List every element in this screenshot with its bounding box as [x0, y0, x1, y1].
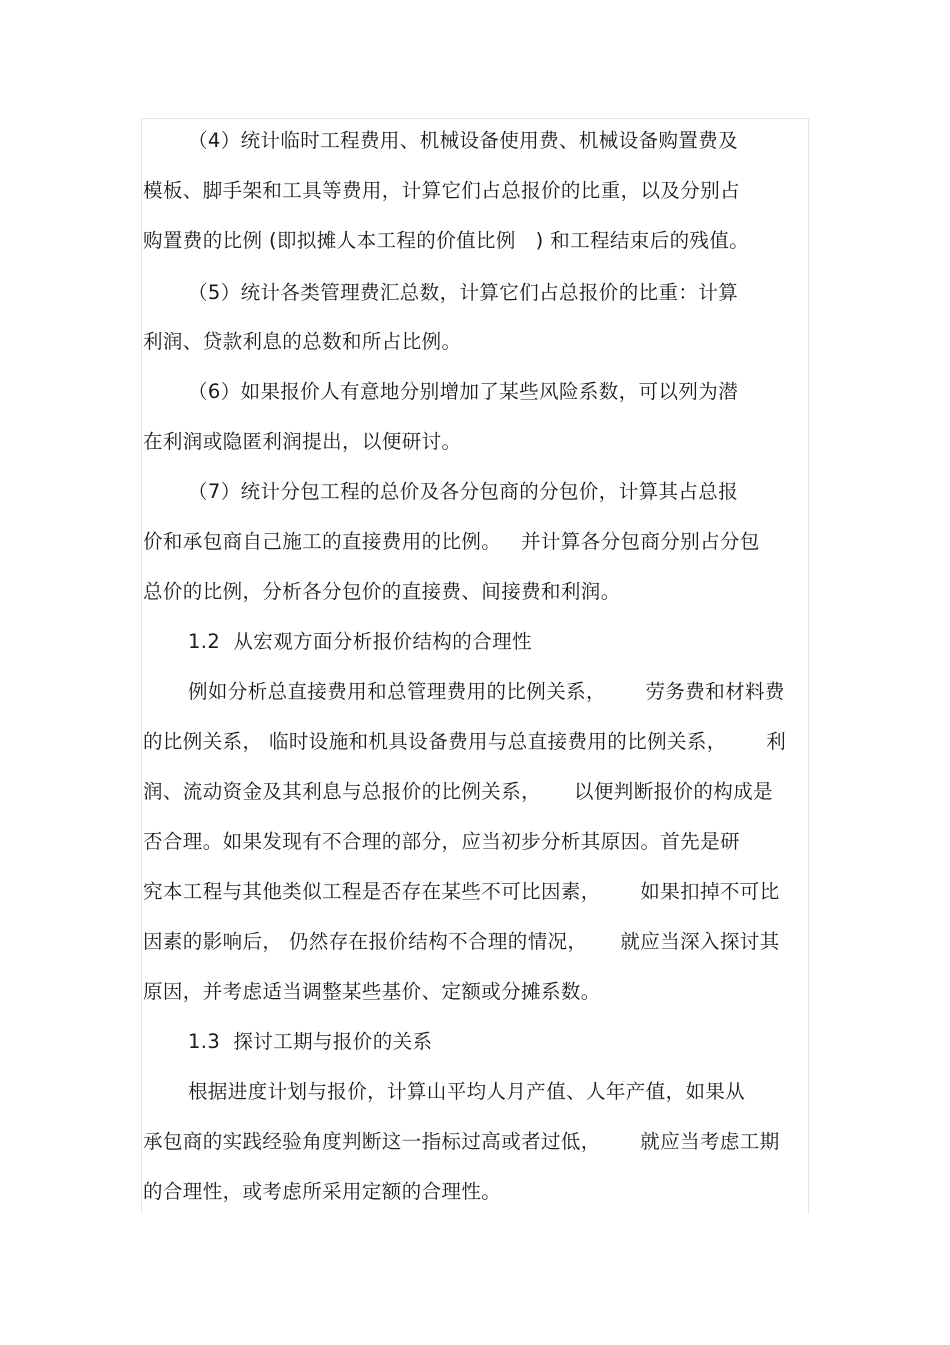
section-heading: 1.3 探讨工期与报价的关系 — [188, 1030, 433, 1053]
section-heading: 1.2 从宏观方面分析报价结构的合理性 — [188, 630, 532, 653]
text-line: 因素的影响后， 仍然存在报价结构不合理的情况， 就应当深入探讨其 — [143, 930, 780, 953]
text-line: 总价的比例，分析各分包价的直接费、间接费和利润。 — [143, 580, 621, 603]
text-line: 的比例关系， 临时设施和机具设备费用与总直接费用的比例关系， 利 — [143, 730, 787, 753]
text-line: 利润、贷款利息的总数和所占比例。 — [143, 330, 462, 353]
text-line: 购置费的比例 (即拟摊人本工程的价值比例 ) 和工程结束后的残值。 — [143, 229, 750, 252]
text-line: 承包商的实践经验角度判断这一指标过高或者过低， 就应当考虑工期 — [143, 1130, 780, 1153]
text-line: 究本工程与其他类似工程是否存在某些不可比因素， 如果扣掉不可比 — [143, 880, 780, 903]
text-line: 否合理。如果发现有不合理的部分，应当初步分析其原因。首先是研 — [143, 830, 741, 853]
text-line: 的合理性，或考虑所采用定额的合理性。 — [143, 1180, 502, 1203]
text-line: 在利润或隐匿利润提出，以便研讨。 — [143, 430, 462, 453]
text-line: 模板、脚手架和工具等费用，计算它们占总报价的比重，以及分别占 — [143, 179, 741, 202]
text-line: 价和承包商自己施工的直接费用的比例。 并计算各分包商分别占分包 — [143, 530, 760, 553]
text-line: 根据进度计划与报价，计算山平均人月产值、人年产值，如果从 — [188, 1080, 746, 1103]
text-line: 原因，并考虑适当调整某些基价、定额或分摊系数。 — [143, 980, 601, 1003]
text-line: （7）统计分包工程的总价及各分包商的分包价，计算其占总报 — [188, 480, 739, 503]
text-line: （6）如果报价人有意地分别增加了某些风险系数，可以列为潜 — [188, 380, 739, 403]
text-line: 例如分析总直接费用和总管理费用的比例关系， 劳务费和材料费 — [188, 680, 785, 703]
text-line: 润、流动资金及其利息与总报价的比例关系， 以便判断报价的构成是 — [143, 780, 773, 803]
text-line: （5）统计各类管理费汇总数，计算它们占总报价的比重：计算 — [188, 281, 739, 304]
text-line: （4）统计临时工程费用、机械设备使用费、机械设备购置费及 — [188, 129, 739, 152]
